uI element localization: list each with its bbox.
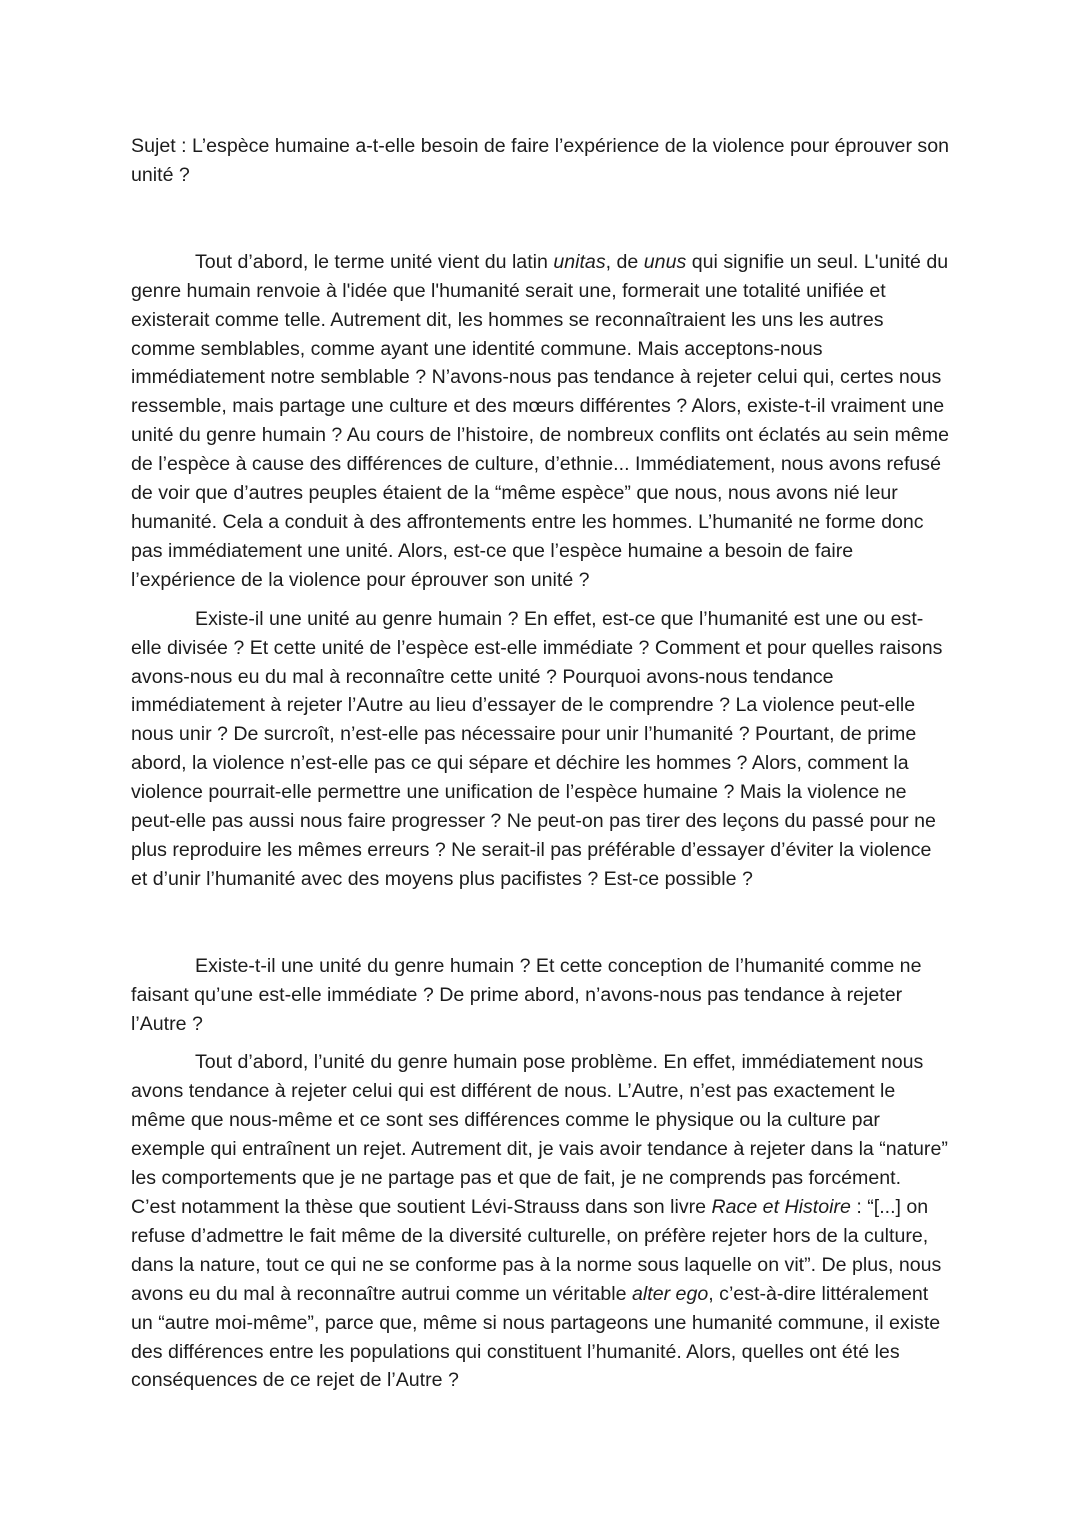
subject-line: Sujet : L’espèce humaine a-t-elle besoin de faire l’expérience de la violence pour éprouver son unité ? — [131, 135, 950, 186]
part1-text-a: Tout d’abord, l’unité du genre humain pose problème. En effet, immédiatement nous avons tendance à rejeter celui qui est différent de nous. L’Autre, n’est pas exactement le même que nous-même et ce sont ses différences comme le physique ou la culture par exemple qui entraînent un rejet. Autrement dit, je vais avoir tendance à rejeter dans la “nature” les comportements que je ne partage pas et que de fait, je ne comprends pas forcément. C’est notamment la thèse que soutient Lévi-Strauss dans son livre — [131, 1051, 948, 1218]
book-title-race-et-histoire: Race et Histoire — [711, 1196, 851, 1218]
part1-text-b: : “[...] on refuse d’admettre le fait même de la diversité culturelle, on préfère rejeter hors de la culture, dans la nature, tout ce qui ne se conforme pas à la norme sous laquelle on vit”. De plus, nous avons eu du mal à reconnaître autrui comme un véritable — [131, 1196, 942, 1305]
intro-paragraph — [131, 248, 950, 595]
part1-body-paragraph — [131, 1048, 950, 1395]
intro-text-c: qui signifie un seul. L'unité du genre humain renvoie à l'idée que l'humanité serait une, formerait une totalité unifiée et existerait comme telle. Autrement dit, les hommes se reconnaîtraient les uns les autres comme semblables, comme ayant une identité commune. Mais acceptons-nous immédiatement notre semblable ? N’avons-nous pas tendance à rejeter celui qui, certes nous ressemble, mais partage une culture et des mœurs différentes ? Alors, existe-t-il vraiment une unité du genre humain ? Au cours de l’histoire, de nombreux conflits ont éclatés au sein même de l’espèce à cause des différences de culture, d’ethnie... Immédiatement, nous avons refusé de voir que d’autres peuples étaient de la “même espèce” que nous, nous avons nié leur humanité. Cela a conduit à des affrontements entre les hommes. L’humanité ne forme donc pas immédiatement une unité. Alors, est-ce que l’espèce humaine a besoin de faire l’expérience de la violence pour éprouver son unité ? — [131, 250, 949, 591]
intro-text-b: , de — [605, 250, 644, 273]
intro-latin-unus: unus — [643, 250, 687, 273]
intro-latin-unitas: unitas — [553, 250, 606, 273]
intro-text-a: Tout d’abord, le terme unité vient du latin — [195, 250, 554, 273]
part1-intro-paragraph: Existe-t-il une unité du genre humain ? Et cette conception de l’humanité comme ne faisant qu’une est-elle immédiate ? De prime abord, n’avons-nous pas tendance à rejeter l’Autre ? — [131, 954, 922, 1035]
part1-text-c: , c’est-à-dire littéralement un “autre moi-même”, parce que, même si nous partageons une humanité commune, il existe des différences entre les populations qui constituent l’humanité. Alors, quelles ont été les conséquences de ce rejet de l’Autre ? — [131, 1282, 941, 1392]
problematique-paragraph: Existe-il une unité au genre humain ? En effet, est-ce que l’humanité est une ou est-elle divisée ? Et cette unité de l’espèce est-elle immédiate ? Comment et pour quelles raisons avons-nous eu du mal à reconnaître cette unité ? Pourquoi avons-nous tendance immédiatement à rejeter l’Autre au lieu d’essayer de le comprendre ? La violence peut-elle nous unir ? De surcroît, n’est-elle pas nécessaire pour unir l’humanité ? Pourtant, de prime abord, la violence n’est-elle pas ce qui sépare et déchire les hommes ? Alors, comment la violence pourrait-elle permettre une unification de l’espèce humaine ? Mais la violence ne peut-elle pas aussi nous faire progresser ? Ne peut-on pas tirer des leçons du passé pour ne plus reproduire les mêmes erreurs ? Ne serait-il pas préférable d’essayer d’éviter la violence et d’unir l’humanité avec des moyens plus pacifistes ? Est-ce possible ? — [131, 607, 943, 890]
term-alter-ego: alter ego — [632, 1282, 709, 1305]
